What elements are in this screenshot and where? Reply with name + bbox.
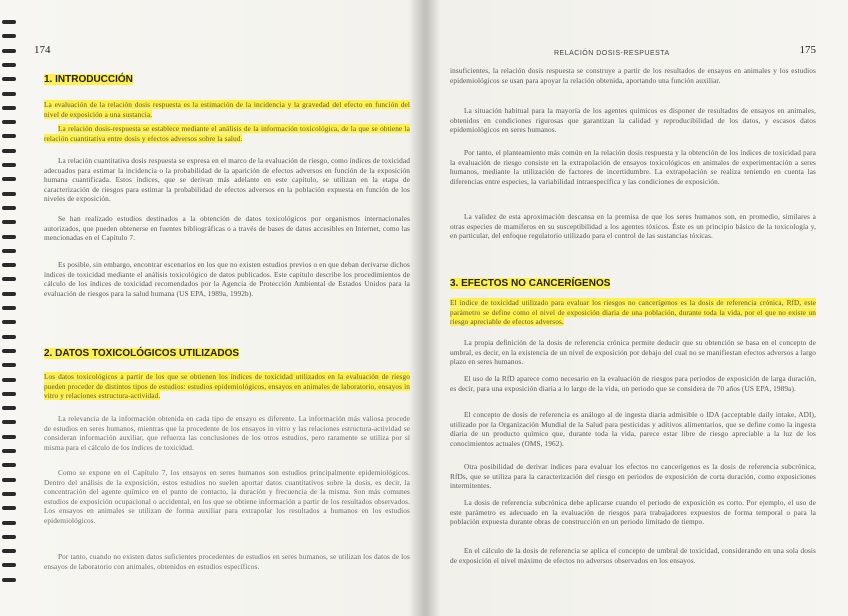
binding-ring xyxy=(2,363,16,367)
running-head: RELACIÓN DOSIS-RESPUESTA xyxy=(554,50,670,57)
left-page-number: 174 xyxy=(34,44,51,56)
paragraph-cont-2: La situación habitual para la mayoría de los agentes químicos es disponer de resultados de ensayos en animales, obtenidos en condiciones rigurosas que garantizan la calidad y reproducibilidad de los datos, y escasos datos epidemiológicos en seres humanos. xyxy=(450,106,816,135)
binding-ring xyxy=(2,320,16,324)
paragraph-datos-3: Como se expone en el Capítulo 7, los ensayos en seres humanos son estudios principalmente epidemiológicos. Dentro del análisis de la exposición, estos estudios no suelen aportar datos cuantitativos sobre la dosis, es decir, la concentración del agente químico en el punto de contacto, la duración y frecuencia de la misma. Son más comunes estudios de exposición ocupacional o accidental, en los que se obtiene información a partir de los resultados observados. Los ensayos en animales se utilizan de forma auxiliar para extrapolar los resultados a humanos en los estudios epidemiológicos. xyxy=(44,468,410,525)
paragraph-intro-4: Se han realizado estudios destinados a la obtención de datos toxicológicos por organismos internacionales autorizados, que pueden obtenerse en fuentes bibliográficas o a través de bases de datos accesibles en Internet, como las mencionadas en el Capítulo 7. xyxy=(44,214,410,243)
binding-ring xyxy=(2,149,16,153)
paragraph-intro-1: La evaluación de la relación dosis respuesta es la estimación de la incidencia y la gravedad del efecto en función del nivel de exposición a una sustancia. xyxy=(44,100,410,119)
binding-ring xyxy=(2,292,16,296)
right-page xyxy=(434,0,834,616)
left-page xyxy=(30,0,422,616)
binding-ring xyxy=(2,92,16,96)
paragraph-efectos-5: Otra posibilidad de derivar índices para evaluar los efectos no cancerígenos es la dosis de referencia subcrónica, RfDs, que se utiliza para la caracterización del riesgo en periodos de exposición de corta duración, como exposiciones intermitentes. xyxy=(450,462,816,491)
paragraph-efectos-4: El concepto de dosis de referencia es análogo al de ingesta diaria admisible o IDA (acceptable daily intake, ADI), utilizado por la Organización Mundial de la Salud para pesticidas y aditivos alimentarios, que se define como la ingesta diaria de un producto químico que, durante toda la vida, parece estar libre de riesgo apreciable a la luz de los conocimientos actuales (OMS, 1962). xyxy=(450,410,816,448)
section-heading-efectos-no-cancerigenos: 3. EFECTOS NO CANCERÍGENOS xyxy=(450,278,611,289)
binding-ring xyxy=(2,521,16,525)
binding-ring xyxy=(2,435,16,439)
binding-ring xyxy=(2,49,16,53)
paragraph-efectos-2: La propia definición de la dosis de referencia crónica permite deducir que su obtención se basa en el concepto de umbral, es decir, en la existencia de un nivel de exposición por debajo del cual no se manifiestan efectos adversos a largo plazo en seres humanos. xyxy=(450,338,816,367)
paragraph-datos-1: Los datos toxicológicos a partir de los que se obtienen los índices de toxicidad utilizados en la evaluación de riesgo pueden proceder de distintos tipos de estudios: estudios epidemiológicos, ensayos en animales de laboratorio, ensayos in vitro y relaciones estructura-actividad. xyxy=(44,372,410,401)
binding-ring xyxy=(2,335,16,339)
binding-ring xyxy=(2,506,16,510)
right-page-number: 175 xyxy=(799,44,816,56)
binding-ring xyxy=(2,177,16,181)
paragraph-intro-3: La relación cuantitativa dosis respuesta se expresa en el marco de la evaluación de riesgo, como índices de toxicidad adecuados para estimar la incidencia o la probabilidad de la aparición de efectos adversos en función de la exposición humana cuantificada. Estos índices, que se derivan más adelante en este capítulo, se utilizan en la etapa de caracterización de riesgos para estimar la probabilidad de efectos adversos en la población expuesta en función de los niveles de exposición. xyxy=(44,156,410,204)
binding-ring xyxy=(2,34,16,38)
binding-ring xyxy=(2,492,16,496)
binding-ring xyxy=(2,192,16,196)
paragraph-intro-5: Es posible, sin embargo, encontrar escenarios en los que no existen estudios previos o en que deban derivarse dichos índices de toxicidad mediante el análisis toxicológico de datos publicados. Este capítulo describe los procedimientos de cálculo de los índices de toxicidad recomendados por la Agencia de Protección Ambiental de Estados Unidos para la evaluación de riesgos para la salud humana (US EPA, 1989a, 1992b). xyxy=(44,260,410,298)
section-heading-introduccion: 1. INTRODUCCIÓN xyxy=(44,74,133,85)
binding-ring xyxy=(2,406,16,410)
binding-ring xyxy=(2,420,16,424)
binding-ring xyxy=(2,549,16,553)
paragraph-efectos-1: El índice de toxicidad utilizado para evaluar los riesgos no cancerígenos es la dosis de referencia crónica, RfD, este parámetro se define como el nivel de exposición diaria de una población, durante toda la vida, por el que no existe un riesgo apreciable de efectos adversos. xyxy=(450,298,816,327)
binding-ring xyxy=(2,392,16,396)
binding-ring xyxy=(2,535,16,539)
binding-ring xyxy=(2,378,16,382)
section-heading-datos-toxicologicos: 2. DATOS TOXICOLÓGICOS UTILIZADOS xyxy=(44,348,240,359)
paragraph-cont-4: La validez de esta aproximación descansa en la premisa de que los seres humanos son, en promedio, similares a otras especies de mamíferos en su susceptibilidad a los agentes tóxicos. Éste es un principio básico de la toxicología y, en particular, del enfoque regulatorio utilizado para el control de las sustancias tóxicas. xyxy=(450,212,816,241)
paragraph-intro-2: La relación dosis-respuesta se establece mediante el análisis de la información toxicológica, de la que se obtiene la relación cuantitativa entre dosis y efectos adversos sobre la salud. xyxy=(44,124,410,143)
paragraph-datos-2: La relevancia de la información obtenida en cada tipo de ensayo es diferente. La información más valiosa procede de estudios en seres humanos, mientras que la procedente de los ensayos in vitro y las relaciones estructura-actividad se consideran información auxiliar, que refuerza las conclusiones de los otros estudios, pero raramente se utiliza por sí misma para el cálculo de los índices de toxicidad. xyxy=(44,414,410,452)
binding-ring xyxy=(2,220,16,224)
paragraph-efectos-3: El uso de la RfD aparece como necesario en la evaluación de riesgos para periodos de exposición de larga duración, es decir, para una exposición diaria a lo largo de la vida, un periodo que se considera de 70 años (US EPA, 1989a). xyxy=(450,374,816,393)
binding-ring xyxy=(2,134,16,138)
binding-ring xyxy=(2,277,16,281)
spiral-binding xyxy=(0,20,22,600)
binding-ring xyxy=(2,563,16,567)
binding-ring xyxy=(2,306,16,310)
binding-ring xyxy=(2,349,16,353)
binding-ring xyxy=(2,463,16,467)
paragraph-cont-3: Por tanto, el planteamiento más común en la relación dosis respuesta y la obtención de los índices de toxicidad para la evaluación de riesgo consiste en la extrapolación de ensayos toxicológicos en animales de experimentación a seres humanos, mediante la utilización de factores de incertidumbre. La extrapolación se realiza teniendo en cuenta las diferencias entre especies, la variabilidad intraespecífica y las condiciones de exposición. xyxy=(450,148,816,186)
binding-ring xyxy=(2,249,16,253)
binding-ring xyxy=(2,106,16,110)
binding-ring xyxy=(2,206,16,210)
binding-ring xyxy=(2,235,16,239)
binding-ring xyxy=(2,578,16,582)
paragraph-cont-1: insuficientes, la relación dosis respuesta se construye a partir de los resultados de ensayos en animales y los estudios epidemiológicos se usan para apoyar la relación obtenida, aportando una función auxiliar. xyxy=(450,66,816,85)
binding-ring xyxy=(2,120,16,124)
binding-ring xyxy=(2,263,16,267)
binding-ring xyxy=(2,77,16,81)
binding-ring xyxy=(2,163,16,167)
binding-ring xyxy=(2,449,16,453)
binding-ring xyxy=(2,478,16,482)
paragraph-efectos-7: En el cálculo de la dosis de referencia se aplica el concepto de umbral de toxicidad, considerando en una sola dosis de exposición el nivel máximo de efectos no adversos observados en los ensayos. xyxy=(450,546,816,565)
binding-ring xyxy=(2,20,16,24)
binding-ring xyxy=(2,63,16,67)
paragraph-efectos-6: La dosis de referencia subcrónica debe aplicarse cuando el periodo de exposición es corto. Por ejemplo, el uso de este parámetro es adecuado en la evaluación de riesgos para trabajadores expuestos de forma temporal o para la población expuesta durante obras de construcción en un periodo limitado de tiempo. xyxy=(450,498,816,527)
paragraph-datos-4: Por tanto, cuando no existen datos suficientes procedentes de estudios en seres humanos, se utilizan los datos de los ensayos de laboratorio con animales, obtenidos en estudios específicos. xyxy=(44,552,410,571)
